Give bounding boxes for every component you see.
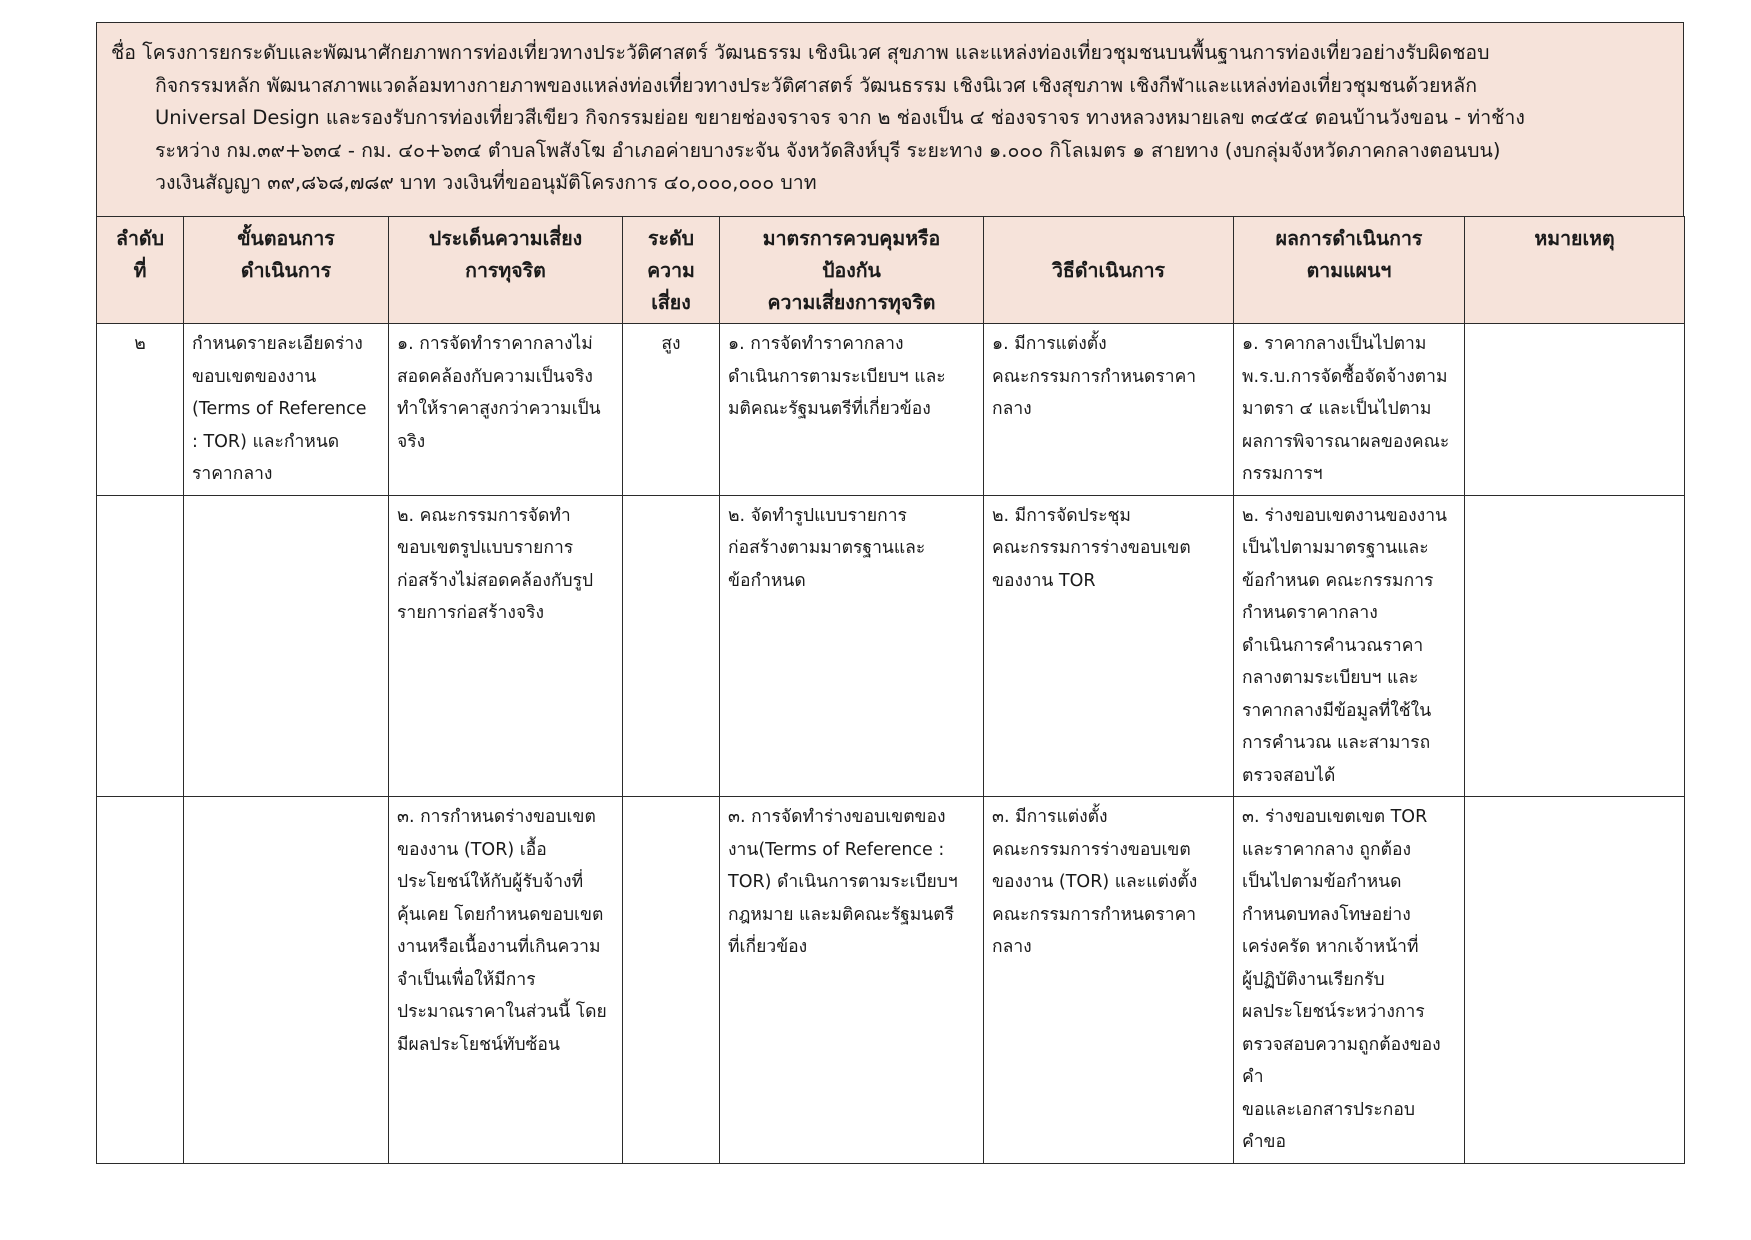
cell-risk-issue: ๑. การจัดทำราคากลางไม่ สอดคล้องกับความเป็นจริง ทำให้ราคาสูงกว่าความเป็น จริง — [389, 324, 623, 496]
risk-table — [96, 216, 1685, 1164]
header-result: ผลการดำเนินการ ตามแผนฯ — [1234, 217, 1465, 324]
cell-measure: ๓. การจัดทำร่างขอบเขตของ งาน(Terms of Reference : TOR) ดำเนินการตามระเบียบฯ กฎหมาย และมติคณะรัฐมนตรี ที่เกี่ยวข้อง — [720, 797, 984, 1164]
header-step: ขั้นตอนการ ดำเนินการ — [184, 217, 389, 324]
project-header — [96, 22, 1684, 216]
cell-no: ๒ — [97, 324, 184, 496]
cell-method: ๑. มีการแต่งตั้ง คณะกรรมการกำหนดราคา กลาง — [984, 324, 1234, 496]
project-title-line: ชื่อ โครงการยกระดับและพัฒนาศักยภาพการท่องเที่ยวทางประวัติศาสตร์ วัฒนธรรม เชิงนิเวศ สุขภาพ และแหล่งท่องเที่ยวชุมชนบนพื้นฐานการท่องเที่ยวอย่างรับผิดชอบ — [111, 41, 1490, 64]
cell-step — [184, 495, 389, 797]
cell-method: ๒. มีการจัดประชุม คณะกรรมการร่างขอบเขต ของงาน TOR — [984, 495, 1234, 797]
document-sheet — [96, 22, 1684, 1164]
cell-risk-level — [623, 495, 720, 797]
cell-result: ๒. ร่างขอบเขตงานของงาน เป็นไปตามมาตรฐานและ ข้อกำหนด คณะกรรมการ กำหนดราคากลาง ดำเนินการคำนวณราคา กลางตามระเบียบฯ และ ราคากลางมีข้อมูลที่ใช้ใน การคำนวณ และสามารถ ตรวจสอบได้ — [1234, 495, 1465, 797]
header-no: ลำดับ ที่ — [97, 217, 184, 324]
cell-method: ๓. มีการแต่งตั้ง คณะกรรมการร่างขอบเขต ของงาน (TOR) และแต่งตั้ง คณะกรรมการกำหนดราคา กลาง — [984, 797, 1234, 1164]
table-row — [97, 495, 1685, 797]
cell-remark — [1465, 324, 1685, 496]
cell-no — [97, 495, 184, 797]
header-measure: มาตรการควบคุมหรือ ป้องกัน ความเสี่ยงการทุจริต — [720, 217, 984, 324]
cell-no — [97, 797, 184, 1164]
project-budget-line: วงเงินสัญญา ๓๙,๘๖๘,๗๘๙ บาท วงเงินที่ขออนุมัติโครงการ ๔๐,๐๐๐,๐๐๐ บาท — [155, 171, 817, 194]
project-subactivity-line: Universal Design และรองรับการท่องเที่ยวสีเขียว กิจกรรมย่อย ขยายช่องจราจร จาก ๒ ช่องเป็น ๔ ช่องจราจร ทางหลวงหมายเลข ๓๔๕๔ ตอนบ้านวังขอน - ท่าช้าง — [155, 106, 1525, 129]
table-row — [97, 324, 1685, 496]
cell-risk-level — [623, 797, 720, 1164]
cell-risk-issue: ๓. การกำหนดร่างขอบเขต ของงาน (TOR) เอื้อ ประโยชน์ให้กับผู้รับจ้างที่ คุ้นเคย โดยกำหนดขอบเขต งานหรือเนื้องานที่เกินความ จำเป็นเพื่อให้มีการ ประมาณราคาในส่วนนี้ โดย มีผลประโยชน์ทับซ้อน — [389, 797, 623, 1164]
header-risk-issue: ประเด็นความเสี่ยง การทุจริต — [389, 217, 623, 324]
cell-measure: ๒. จัดทำรูปแบบรายการ ก่อสร้างตามมาตรฐานและ ข้อกำหนด — [720, 495, 984, 797]
cell-result: ๑. ราคากลางเป็นไปตาม พ.ร.บ.การจัดซื้อจัดจ้างตาม มาตรา ๔ และเป็นไปตาม ผลการพิจารณาผลของคณะ กรรมการฯ — [1234, 324, 1465, 496]
project-location-line: ระหว่าง กม.๓๙+๖๓๔ - กม. ๔๐+๖๓๔ ตำบลโพสังโฆ อำเภอค่ายบางระจัน จังหวัดสิงห์บุรี ระยะทาง ๑.๐๐๐ กิโลเมตร ๑ สายทาง (งบกลุ่มจังหวัดภาคกลางตอนบน) — [155, 138, 1501, 162]
cell-remark — [1465, 495, 1685, 797]
cell-step: กำหนดรายละเอียดร่าง ขอบเขตของงาน (Terms of Reference : TOR) และกำหนด ราคากลาง — [184, 324, 389, 496]
project-activity-line: กิจกรรมหลัก พัฒนาสภาพแวดล้อมทางกายภาพของแหล่งท่องเที่ยวทางประวัติศาสตร์ วัฒนธรรม เชิงนิเวศ เชิงสุขภาพ เชิงกีฬาและแหล่งท่องเที่ยวชุมชนด้วยหลัก — [155, 73, 1478, 97]
table-row — [97, 797, 1685, 1164]
cell-risk-issue: ๒. คณะกรรมการจัดทำ ขอบเขตรูปแบบรายการ ก่อสร้างไม่สอดคล้องกับรูป รายการก่อสร้างจริง — [389, 495, 623, 797]
header-risk-level: ระดับ ความ เสี่ยง — [623, 217, 720, 324]
cell-result: ๓. ร่างขอบเขตเขต TOR และราคากลาง ถูกต้อง เป็นไปตามข้อกำหนด กำหนดบทลงโทษอย่าง เคร่งครัด หากเจ้าหน้าที่ ผู้ปฏิบัติงานเรียกรับ ผลประโยชน์ระหว่างการ ตรวจสอบความถูกต้องของคำ ขอและเอกสารประกอบคำขอ — [1234, 797, 1465, 1164]
header-method: วิธีดำเนินการ — [984, 217, 1234, 324]
table-header-row — [97, 217, 1685, 324]
cell-measure: ๑. การจัดทำราคากลาง ดำเนินการตามระเบียบฯ และ มติคณะรัฐมนตรีที่เกี่ยวข้อง — [720, 324, 984, 496]
cell-step — [184, 797, 389, 1164]
cell-remark — [1465, 797, 1685, 1164]
cell-risk-level: สูง — [623, 324, 720, 496]
header-remark: หมายเหตุ — [1465, 217, 1685, 324]
